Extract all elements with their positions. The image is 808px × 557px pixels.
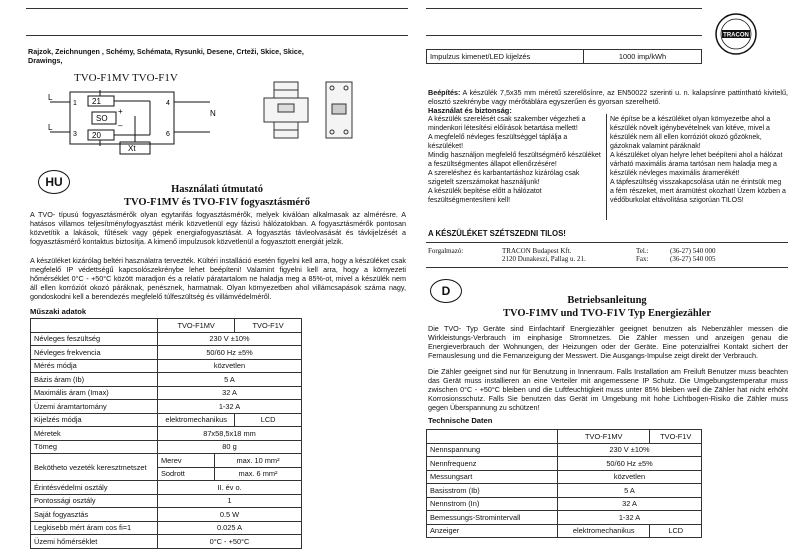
safety-divider (606, 114, 607, 220)
table-cell: közvetlen (158, 359, 302, 373)
hu-intro-paragraph: A TVO- típusú fogyasztásmérők olyan egytarifás fogyasztásmérők, melyek kiválóan alkalmasak az almérésre. A hatásos villamos teljesítményfogyasztást mérik közvetlenül egy fázisú hálózatokban. A fogyasztásmérők pontosan közvetítik a lakások, fűtések vagy gépek energiafogyasztását. A fogyasztás távleolvasását és távkijelzését a fogyasztásmérő kontaktus biztosítja. A kimenő impulzusok közvetlenül a fogyasztott energiát jelzik. (30, 210, 406, 247)
table-row (31, 359, 302, 373)
distributor-label: Forgalmazó: (428, 247, 464, 255)
table-cell: 230 V ±10% (558, 443, 702, 457)
table-cell: Üzemi hőmérséklet (31, 535, 158, 549)
safety-item: Mindig használjon megfelelő feszültségmérő készüléket a feszültségmentes állapot ellenőrzésére! (428, 152, 601, 168)
de-title-line2: TVO-F1MV und TVO-F1V Typ Energiezähler (502, 308, 712, 319)
table-row (427, 524, 702, 538)
terminal-1: 1 (73, 100, 77, 107)
terminal-4: 4 (166, 100, 170, 107)
col-tvo-f1mv: TVO-F1MV (558, 430, 650, 444)
table-cell: 80 g (158, 440, 302, 454)
table-cell: Nennfrequenz (427, 457, 558, 471)
table-cell: max. 10 mm² (215, 454, 302, 468)
minus-sign: – (118, 121, 123, 130)
table-cell: Bázis áram (Ib) (31, 373, 158, 387)
table-cell: Messungsart (427, 470, 558, 484)
table-cell: 32 A (158, 386, 302, 400)
table-cell: 1-32 A (558, 511, 702, 525)
table-cell: 50/60 Hz ±5% (158, 346, 302, 360)
left-header-text: Rajzok, Zeichnungen , Schémy, Schémata, Rysunki, Desene, Crteži, Skice, Skice, Drawings, (28, 47, 304, 65)
plus-sign: + (118, 107, 123, 116)
table-cell: 5 A (158, 373, 302, 387)
safety-item: A készüléket olyan helyre lehet beépíteni ahol a hálózat várható maximális árama tartósan nem haladja meg a készülék névleges maximális áramerékét! (610, 152, 783, 177)
table-cell: Névleges frekvencia (31, 346, 158, 360)
box-xt-label: Xt (128, 144, 136, 153)
hu-title (26, 183, 408, 209)
de-intro-paragraph: Die TVO- Typ Geräte sind Einfachtarif Energiezähler geeignet benutzen als Nebenzähler messen die Wirkleistungs-Verbrauch im einphasige Stromnetzes. Die Zähler messen und anzeigen genau die Energieverbrauch der Wohnungen, der Heizungen oder der Geräte. Eine potenzialfrei Kontakt sichert der Fernauslesung und die Fernanzeigung der Messwert. Die Ausgangs-Impulse zeigt direkt der Verbrauch. (428, 324, 788, 361)
safety-item: A készülék bepítése előtt a hálózatot feszültségmentesíteni kell! (428, 188, 542, 204)
table-row (31, 373, 302, 387)
table-row (31, 535, 302, 549)
hu-title-line2: TVO-F1MV és TVO-F1V fogyasztásmérő (124, 197, 310, 208)
right-header-bar (426, 8, 702, 36)
meter-outline (70, 92, 174, 144)
distributor-name: TRACON Budapest Kft. (502, 247, 572, 255)
de-table-heading: Technische Daten (428, 416, 493, 425)
table-cell: elektromechanikus (558, 524, 650, 538)
table-row (427, 443, 702, 457)
table-cell: 0°C - +50°C (158, 535, 302, 549)
table-cell: Basisstrom (Ib) (427, 484, 558, 498)
table-cell: közvetlen (558, 470, 702, 484)
device-front-drawing (256, 78, 316, 142)
table-cell: elektromechanikus (158, 413, 235, 427)
table-row (427, 470, 702, 484)
safety-heading: Használat és biztonság: (428, 106, 512, 115)
table-cell: max. 6 mm² (215, 467, 302, 481)
hu-usage-paragraph: A készüléket kizárólag beltéri használatra tervezték. Kültéri installáció esetén figyelni kell arra, hogy a készüléket csak megfelelő IP védettségű kapcsolószekrénybe lehet beépíteni! Valamint figyelni kell arra, hogy a környezeti hőmérséklet 0°C - +50°C között maradjon és a relatív páratartalom ne haladja meg a 85%-ot, mivel a készülék nem áll ellen korróziót okozó páráknak, penésznek, harmatnak. Olyan környezetben ahol villámcsapások száma nagy, gondoskodni kell a berendezés megfelelő túlfeszültség és villámvédelméről. (30, 256, 406, 302)
install-label: Beépítés: (428, 88, 461, 97)
table-cell: Nennstrom (In) (427, 497, 558, 511)
table-row (427, 50, 702, 64)
table-cell: Tömeg (31, 440, 158, 454)
table-cell: Névleges feszültség (31, 332, 158, 346)
table-row (31, 494, 302, 508)
table-cell: Maximális áram (Imax) (31, 386, 158, 400)
tracon-logo (714, 12, 758, 56)
tel-label: Tel.: (636, 247, 649, 255)
table-cell: 230 V ±10% (158, 332, 302, 346)
table-cell: Merev (158, 454, 215, 468)
safety-item: Ne építse be a készüléket olyan környezetbe ahol a készülék növelt igénybevételnek van kitéve, mivel a készülék nem áll ellen korróziót okozó gőzöknek, gázoknak valamint páráknak! (610, 116, 771, 150)
box-so-label: SO (96, 114, 108, 123)
wiring-diagram (40, 86, 220, 158)
table-row (31, 440, 302, 454)
table-cell: 0.5 W (158, 508, 302, 522)
safety-item: A készülék szerelését csak szakember végezheti a mindenkori létesítési előírások betartása mellett! (428, 116, 586, 132)
fax-value: (36-27) 540 005 (670, 255, 716, 263)
label-L-bottom: L (48, 123, 53, 132)
table-row (31, 481, 302, 495)
terminal-6: 6 (166, 131, 170, 138)
table-cell: 1000 imp/kWh (584, 50, 702, 64)
language-badge-d: D (430, 279, 462, 303)
safety-item: A tápfeszültség visszakapcsolása után ne érintsük meg a fém részeket, mert áramütést okozhat! Üzem közben a védőburkolat eltávolítása szigorúan TILOS! (610, 179, 786, 204)
table-cell: Anzeiger (427, 524, 558, 538)
hu-table-heading: Műszaki adatok (30, 307, 87, 316)
table-cell: 32 A (558, 497, 702, 511)
safety-item: A szereléshez és karbantartáshoz kizárólag csak szigetelt szerszámokat használjunk! (428, 170, 580, 186)
table-row (427, 457, 702, 471)
table-cell: Saját fogyasztás (31, 508, 158, 522)
safety-item: A megfelelő névleges feszültséggel táplálja a készüléket! (428, 134, 568, 150)
table-row (427, 484, 702, 498)
box-21-label: 21 (92, 97, 101, 106)
terminal-3: 3 (73, 131, 77, 138)
col-tvo-f1v: TVO-F1V (650, 430, 702, 444)
table-cell: Legkisebb mért áram cos fi=1 (31, 521, 158, 535)
box-20-label: 20 (92, 131, 101, 140)
table-cell: Érintésvédelmi osztály (31, 481, 158, 495)
table-row (31, 400, 302, 414)
table-cell: LCD (235, 413, 302, 427)
table-cell: 1 (158, 494, 302, 508)
svg-text:TRACON: TRACON (723, 32, 749, 39)
left-header-bar (26, 8, 408, 36)
distributor-address: 2120 Dunakeszi, Pallag u. 21. (502, 255, 586, 263)
table-cell (31, 319, 158, 333)
table-row (427, 511, 702, 525)
table-cell (427, 430, 558, 444)
device-side-drawing (318, 80, 360, 140)
table-row (31, 427, 302, 441)
table-cell: Bemessungs-Stromintervall (427, 511, 558, 525)
table-row (31, 332, 302, 346)
hu-spec-table (30, 318, 302, 549)
tel-value: (36-27) 540 000 (670, 247, 716, 255)
label-L-top: L (48, 93, 53, 102)
table-cell: LCD (650, 524, 702, 538)
safety-column-left (428, 115, 604, 205)
table-cell: Bekötheto vezeték keresztmetszet (31, 454, 158, 481)
impulse-row-table (426, 49, 702, 64)
label-N: N (210, 109, 216, 118)
table-cell: Méretek (31, 427, 158, 441)
de-usage-paragraph: Die Zähler geeignet sind nur für Benutzung in Innenraum. Falls Installation am Freiluft Benutzer muss beachten das Gerät muss installieren an eine Verteiler mit angemessene IP Schutz. Die Umgebungstemperatur muss zwischen 0°C - +50°C bleiben und die Luftfeuchtigkeit muss unter 85% bleiben weil die Zähler hat nicht erhöht Korrosionsschutz. Falls Sie benutzen das Gerät im Umgebung mit hohe Lichtbogen-Risiko die Zähler muss gegen Überspannung zu schützen! (428, 367, 788, 413)
table-cell: Üzemi áramtartomány (31, 400, 158, 414)
install-paragraph (428, 88, 788, 106)
table-cell: 0.025 A (158, 521, 302, 535)
table-row (31, 521, 302, 535)
hu-title-line1: Használati útmutató (171, 184, 263, 195)
table-row (31, 386, 302, 400)
de-title-line1: Betriebsanleitung (567, 295, 647, 306)
table-row (31, 508, 302, 522)
table-row (31, 413, 302, 427)
de-title (426, 294, 788, 320)
install-text: A készülék 7,5x35 mm méretű szerelősínre, az EN50022 szerinti u. n. kalapsínre pattintható kivitelű, elosztó szekrénybe vagy mérőtáblára egyszerűen és gyorsan szerelhető. (428, 88, 788, 107)
table-header-row (427, 430, 702, 444)
de-spec-table (426, 429, 702, 538)
table-row (427, 497, 702, 511)
table-cell: Mérés módja (31, 359, 158, 373)
distributor-box (426, 242, 788, 268)
table-cell: 87x58,5x18 mm (158, 427, 302, 441)
table-cell: Impulzus kimenet/LED kijelzés (427, 50, 584, 64)
table-cell: II. év o. (158, 481, 302, 495)
table-cell: Pontossági osztály (31, 494, 158, 508)
table-cell: 1-32 A (158, 400, 302, 414)
safety-column-right (610, 115, 786, 205)
col-tvo-f1mv: TVO-F1MV (158, 319, 235, 333)
table-cell: Nennspannung (427, 443, 558, 457)
col-tvo-f1v: TVO-F1V (235, 319, 302, 333)
table-cell: Kijelzés módja (31, 413, 158, 427)
table-cell: 5 A (558, 484, 702, 498)
table-cell: 50/60 Hz ±5% (558, 457, 702, 471)
language-badge-hu: HU (38, 170, 70, 194)
warning-text: A KÉSZÜLÉKET SZÉTSZEDNI TILOS! (428, 229, 566, 238)
fax-label: Fax: (636, 255, 649, 263)
table-row (31, 454, 302, 468)
table-row (31, 346, 302, 360)
model-heading: TVO-F1MV TVO-F1V (74, 72, 178, 84)
table-header-row (31, 319, 302, 333)
table-cell: Sodrott (158, 467, 215, 481)
